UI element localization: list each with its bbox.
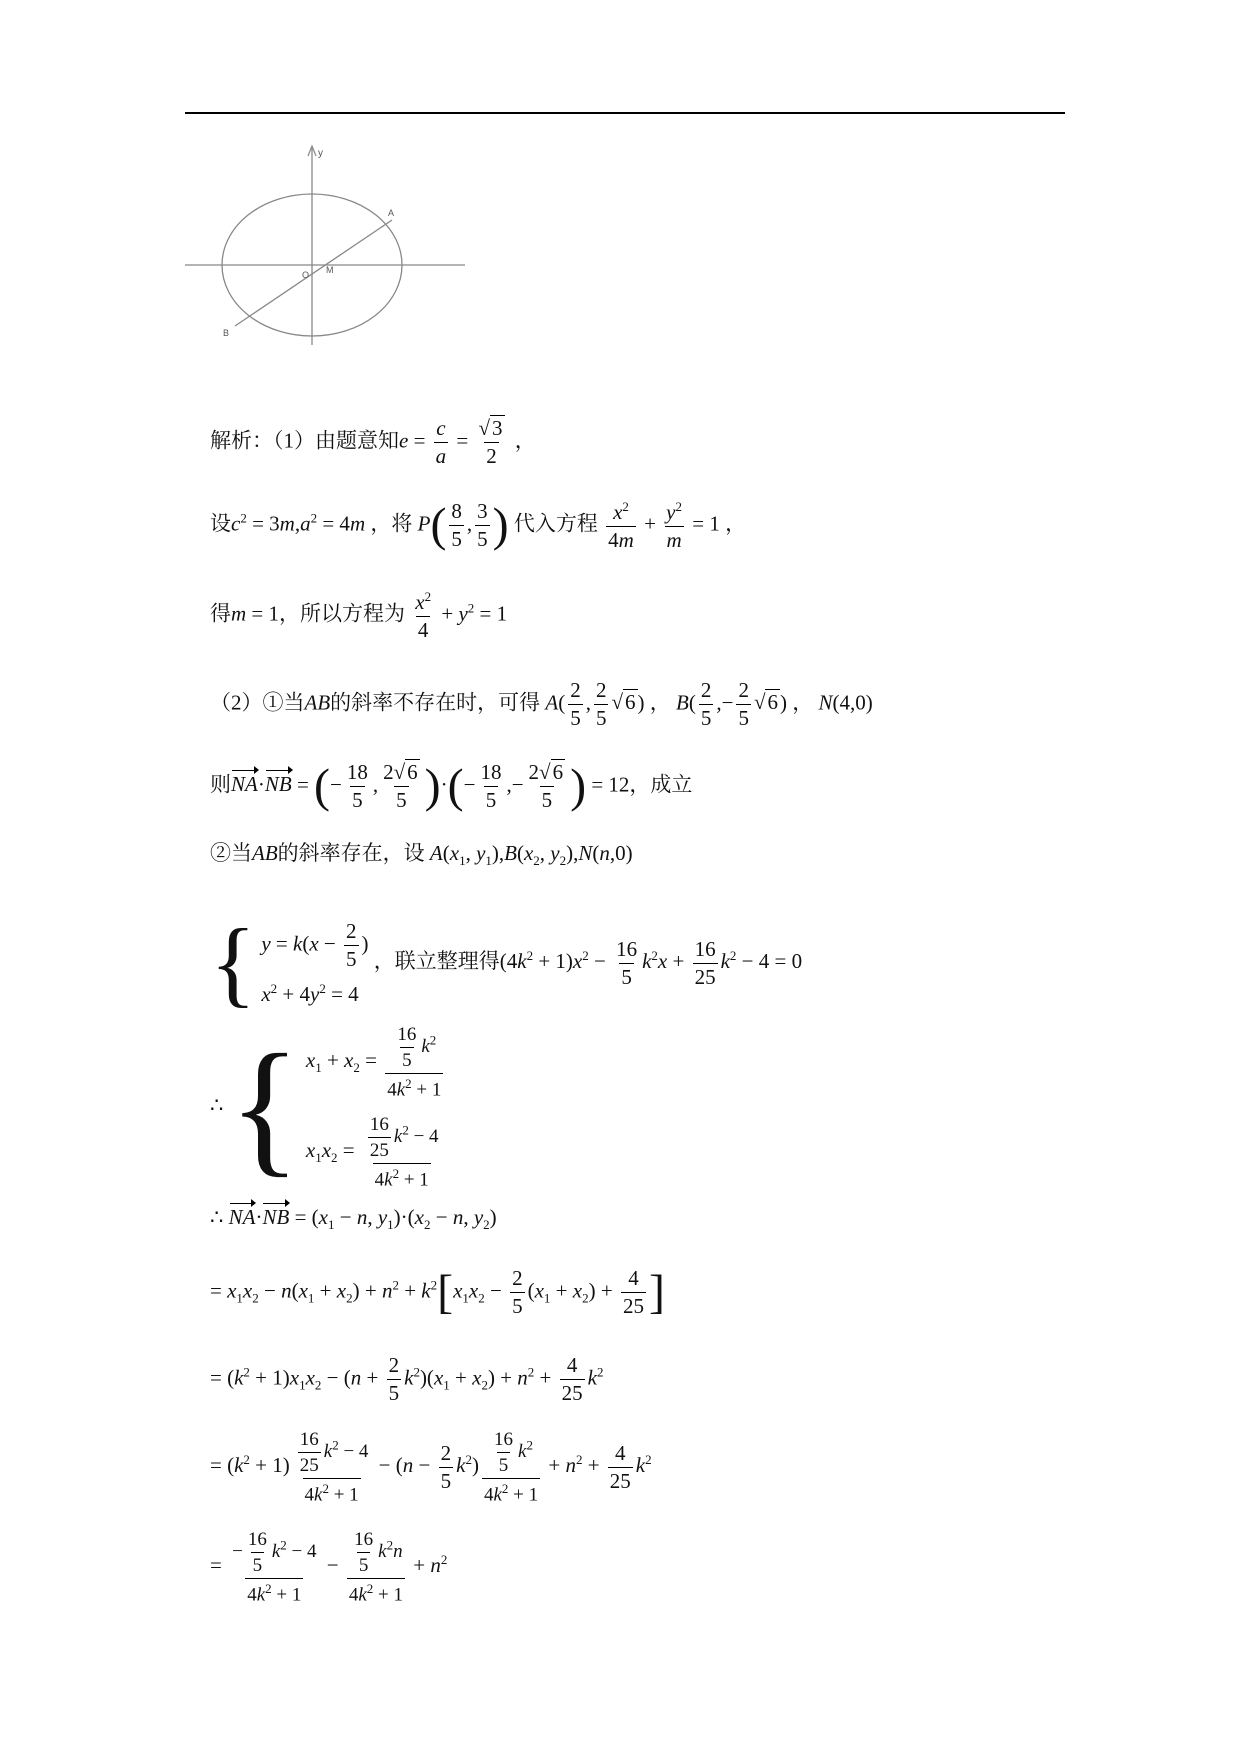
solution-line-8: ∴ { $x_1 + x_2$ = $\frac{16}{5}$ $k^2$ $4k^2 + 1$ $x_1x_2$ = $\frac{16}{25}$ $k^2 - 4$ $4k^2 + 1$ <box>210 1024 442 1191</box>
header-rule <box>185 112 1065 114</box>
label-b: B <box>223 328 230 338</box>
solution-line-2: 设$c^2 = 3m,a^2 = 4m$ ，将 P( $\frac{8}{5}$ , $\frac{3}{5}$ ) 代入方程 $\frac{x^2}{4m}$ + $\frac{y^2}{m}$ = 1 ， <box>210 498 747 552</box>
solution-line-5: 则NA·NB = (− $\frac{18}{5}$ , $\frac{2√6}{5}$ )·(− $\frac{18}{5}$ ,− $\frac{2√6}{5}$ ) = 12，成立 <box>210 759 693 813</box>
solution-line-4: （2）①当AB的斜率不存在时，可得 A( $\frac{2}{5}$ , $\frac{2}{5}$ √6) ， B( $\frac{2}{5}$ ,− $\frac{2}{5}$ √6) ， N(4,0) <box>210 678 873 730</box>
solution-line-11: = $(k^2 + 1)x_1x_2 - (n$ + $\frac{2}{5}$ $k^2)(x_1 + x_2) + n^2$ + $\frac{4}{25}$ $k^2$ <box>210 1353 604 1405</box>
solution-line-10: = $x_1x_2 - n(x_1 + x_2) + n^2 + k^2[x_1x_2$ − $\frac{2}{5}$ $(x_1 + x_2)$ + $\frac{4}{25}$ ] <box>210 1265 665 1319</box>
solution-line-6: ②当AB的斜率存在，设 $A(x_1$, $y_1),B(x_2$, $y_2),N(n,0)$ <box>210 841 633 869</box>
solution-line-12: = $(k^2 + 1)$ $\frac{16}{25}$ $k^2 - 4$ $4k^2 + 1$ − (n − $\frac{2}{5}$ $k^2$) $\frac{16}{5}$ $k^2$ $4k^2 + 1$ + $n^2$ + $\frac{4}{25}$ $k^2$ <box>210 1429 652 1506</box>
solution-line-3: 得m = 1，所以方程为 $\frac{x^2}{4}$ + $y^2 = 1$ <box>210 589 508 642</box>
label-a: A <box>388 208 395 218</box>
solution-line-9: ∴ $NA\cdot NB = (x_1 - n$, $y_1)\cdot(x_2 - n$, $y_2$) <box>210 1205 497 1233</box>
ellipse-figure <box>185 140 475 350</box>
solution-line-7: { y = k(x − $\frac{2}{5}$ ) $x^2 + 4y^2 = 4$ ，联立整理得$(4k^2 + 1)x^2$ − $\frac{16}{5}$ $k^2x$ + $\frac{16}{25}$ $k^2 - 4 = 0$ <box>210 909 803 1016</box>
label-o: O <box>302 270 310 280</box>
solution-line-13: = − $\frac{16}{5}$ $k^2 - 4$ $4k^2 + 1$ − $\frac{16}{5}$ $k^2n$ $4k^2 + 1$ + $n^2$ <box>210 1529 448 1606</box>
label-y: y <box>318 148 323 159</box>
chord-ab <box>235 220 392 326</box>
solution-line-1: 解析：（1）由题意知e = $\frac{c}{a}$ = $\frac{√3}{2}$ ， <box>210 416 536 468</box>
label-m: M <box>326 265 334 275</box>
